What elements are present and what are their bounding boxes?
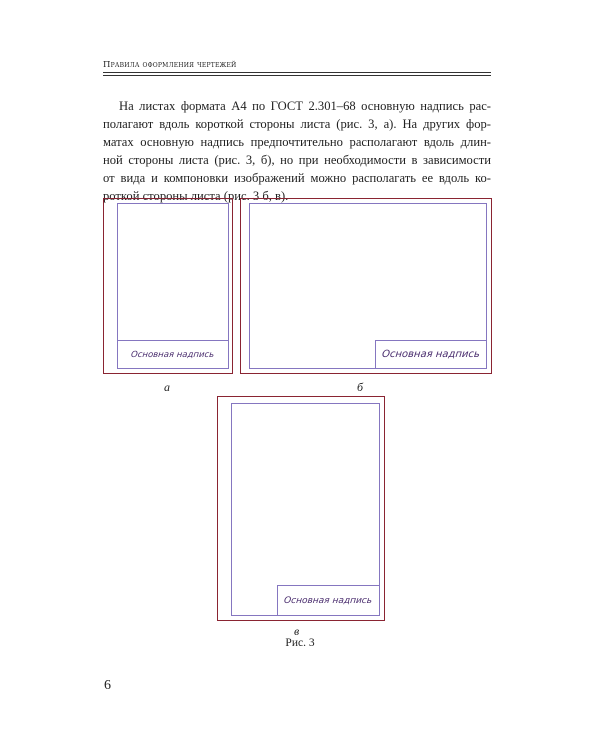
title-block-label: Основная надпись [381,349,481,360]
title-block-label: Основная надпись [283,595,374,606]
title-block [117,340,229,369]
paragraph-line: ной стороны листа (рис. 3, б), но при необходимости в зависимости [103,153,491,167]
paragraph-line: полагают вдоль короткой стороны листа (рис. 3, а). На других фор- [103,117,491,131]
running-header: Правила оформления чертежей [103,60,237,70]
title-block-label: Основная надпись [130,349,216,360]
title-block [277,585,380,616]
sheet-portrait [217,396,385,621]
figure-caption: Рис. 3 [285,637,315,649]
paragraph-line: матах основную надпись предпочтительно располагают вдоль длин- [103,135,491,149]
page-number: 6 [104,678,111,693]
header-rule-thick [103,75,491,76]
paragraph-line: роткой стороны листа (рис. 3 б, в). [103,189,289,203]
sheet-a4-portrait [103,198,233,374]
paragraph-line: от вида и компоновки изображений можно располагать ее вдоль ко- [103,171,491,185]
figure-subcaption-b: б [357,380,364,394]
paragraph-line: На листах формата А4 по ГОСТ 2.301–68 основную надпись рас- [119,99,491,113]
figure-subcaption-a: а [164,380,170,394]
figure-subcaption-c: в [294,624,300,638]
sheet-landscape [240,198,492,374]
title-block [375,340,487,369]
header-rule-thin [103,72,491,73]
